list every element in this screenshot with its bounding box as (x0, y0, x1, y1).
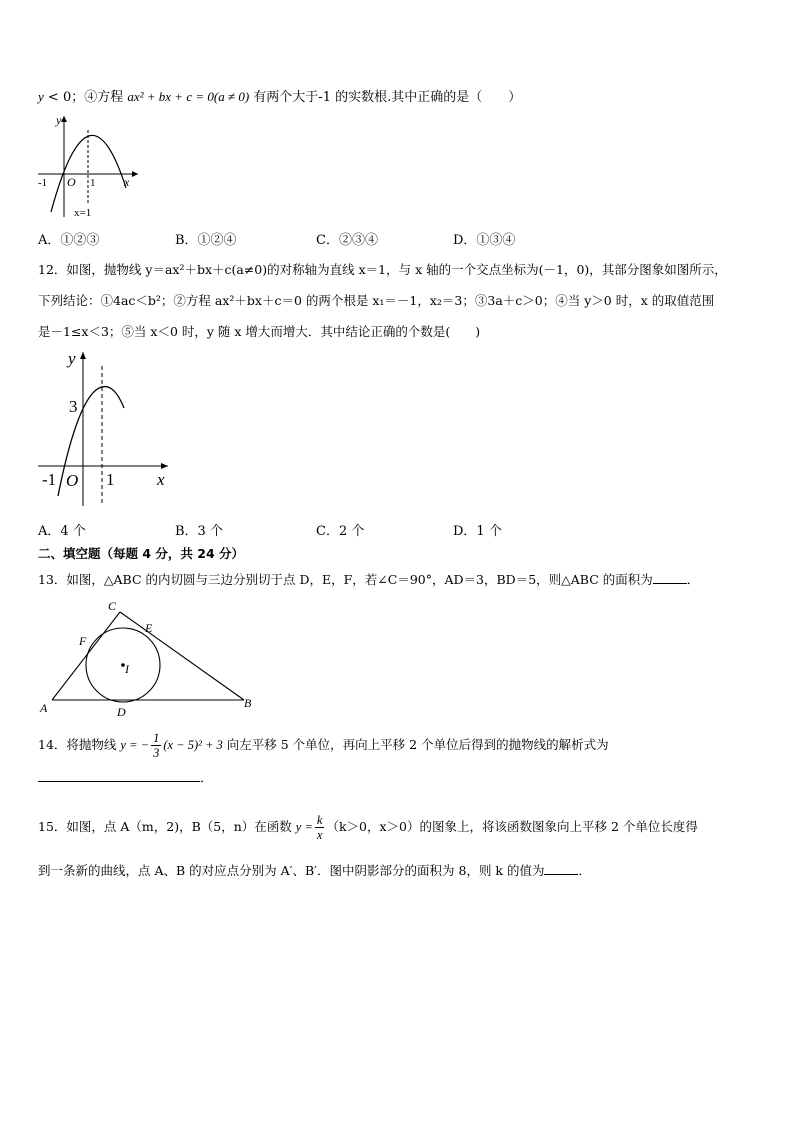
q13-label-c: C (108, 599, 117, 613)
q12-graph-origin-label: O (66, 471, 79, 490)
q13-label-b: B (244, 696, 252, 710)
q13-stem (38, 571, 699, 589)
q11-stem-end: 有两个大于-1 的实数根.其中正确的是（ ） (249, 90, 522, 105)
q13-answer-blank[interactable] (653, 583, 687, 584)
q13-label-e: E (145, 621, 153, 635)
q15-line2: 到一条新的曲线，点 A、B 的对应点分别为 A′、B′．图中阴影部分的面积为 8，则 k 的值为 (38, 863, 545, 878)
q11-graph-axis-label: x=1 (74, 207, 92, 219)
q11-option-d: D．①③④ (453, 233, 516, 248)
q14-frac-num: 1 (153, 731, 160, 745)
q15-fraction (315, 813, 325, 842)
q15-prefix: 15．如图，点 A（m，2)，B（5，n）在函数 (38, 819, 296, 834)
q12-stem-line3: 是－1≤x＜3；⑤当 x＜0 时，y 随 x 增大而增大．其中结论正确的个数是( ) (38, 324, 481, 339)
q11-graph-one-label: 1 (90, 177, 96, 189)
q11-stem-part: < 0；④方程 (43, 90, 128, 105)
q15-frac-den: x (316, 828, 323, 842)
q13-triangle-figure (36, 596, 266, 720)
q11-graph-x-label: x (124, 175, 130, 189)
q12-option-c: C．2 个 (316, 524, 365, 539)
q14-eq-lhs: y = − (120, 738, 150, 752)
q14-end: ． (200, 771, 214, 786)
q13-text: 13．如图，△ABC 的内切圆与三边分别切于点 D，E，F，若∠C＝90°，AD＝3，BD＝5，则△ABC 的面积为 (38, 572, 653, 587)
q13-label-f: F (79, 634, 87, 648)
q13-end: ． (686, 572, 700, 587)
q12-parabola-graph (36, 346, 176, 508)
q15-eq-lhs: y = (295, 820, 313, 834)
q11-option-b: B．①②④ (175, 233, 237, 248)
q11-graph-minus1-label: -1 (38, 177, 48, 189)
q14-stem (38, 730, 609, 760)
q14-suffix: 向左平移 5 个单位，再向上平移 2 个单位后得到的抛物线的解析式为 (222, 737, 609, 752)
q13-label-d: D (117, 705, 126, 719)
q11-y-var: y (38, 89, 44, 104)
q13-label-a: A (40, 701, 48, 715)
q14-eq-rhs: (x − 5)² + 3 (163, 738, 223, 752)
q11-equation: ax² + bx + c = 0(a ≠ 0) (127, 89, 250, 104)
q12-graph-minus1-label: -1 (42, 470, 57, 489)
q12-stem-line1: 12．如图，抛物线 y＝ax²＋bx＋c(a≠0)的对称轴为直线 x＝1，与 x 轴的一个交点坐标为(－1，0)，其部分图象如图所示， (38, 262, 727, 277)
q15-suffix: （k＞0，x＞0）的图象上，将该函数图象向上平移 2 个单位长度得 (326, 819, 698, 834)
q12-option-a: A．4 个 (38, 524, 86, 539)
q11-graph-y-label: y (56, 113, 62, 127)
q15-answer-blank[interactable] (544, 874, 578, 875)
q15-frac-num: k (316, 813, 323, 827)
q15-stem-line2 (38, 862, 591, 880)
q14-fraction (151, 731, 161, 760)
q12-graph-one-label: 1 (106, 470, 115, 489)
section-title: 二、填空题（每题 4 分，共 24 分） (38, 546, 245, 561)
q15-end: ． (578, 863, 591, 878)
q14-frac-den: 3 (153, 746, 160, 760)
q12-stem-line2: 下列结论：①4ac＜b²；②方程 ax²＋bx＋c＝0 的两个根是 x₁＝－1，x₂＝3；③3a＋c＞0；④当 y＞0 时，x 的取值范围 (38, 293, 715, 308)
q11-stem (38, 88, 521, 107)
q11-graph-origin-label: O (67, 175, 76, 189)
q12-option-b: B．3 个 (175, 524, 223, 539)
q12-option-d: D．1 个 (453, 524, 502, 539)
q14-prefix: 14．将抛物线 (38, 737, 121, 752)
q15-stem-line1 (38, 812, 698, 842)
q13-label-i: I (125, 662, 129, 676)
q14-answer-line (38, 770, 213, 788)
q11-option-c: C．②③④ (316, 233, 378, 248)
q12-graph-x-label: x (157, 470, 165, 489)
q12-graph-three-label: 3 (69, 397, 78, 416)
q11-parabola-graph (36, 112, 146, 222)
q11-option-a: A．①②③ (38, 233, 100, 248)
q12-graph-y-label: y (68, 349, 76, 368)
q14-answer-blank[interactable] (38, 781, 200, 782)
